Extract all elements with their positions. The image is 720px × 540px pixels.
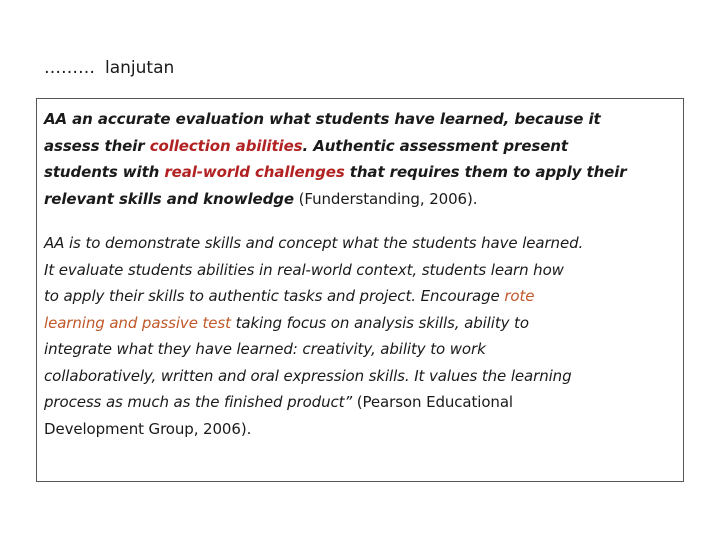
p2-citation-start: (Pearson Educational <box>352 393 514 411</box>
title-text: lanjutan <box>105 58 175 78</box>
p2-line-5: integrate what they have learned: creativity, ability to work <box>44 340 486 358</box>
p2-highlight-rote: rote <box>504 287 535 305</box>
p2-line-7 <box>44 389 683 416</box>
p2-line-1: AA is to demonstrate skills and concept what the students have learned. <box>44 234 584 252</box>
p2-line-2: It evaluate students abilities in real-world context, students learn how <box>44 260 564 279</box>
p2-highlight-passive-test: learning and passive test <box>44 313 231 332</box>
p1-line-3 <box>44 159 683 186</box>
p1-line-4 <box>44 186 683 213</box>
p1-citation: (Funderstanding, 2006). <box>293 189 478 208</box>
p2-line-6: collaboratively, written and oral expression skills. It values the learning <box>44 366 572 385</box>
p1-highlight-real-world-challenges: real-world challenges <box>164 163 345 181</box>
title-ellipsis: ……… <box>44 58 95 78</box>
p1-line-4-text: relevant skills and knowledge <box>44 189 294 208</box>
p2-line-4 <box>44 310 683 337</box>
p1-line-2-rest: . Authentic assessment present <box>302 136 568 155</box>
p2-line-3-text: to apply their skills to authentic tasks and project. Encourage <box>44 287 505 305</box>
p2-line-7-text: process as much as the finished product” <box>44 393 353 411</box>
p1-line-2 <box>44 133 683 160</box>
p1-line-2-text: assess their <box>44 136 150 155</box>
p1-line-3-text: students with <box>44 163 165 181</box>
content-box <box>36 98 684 482</box>
p1-line-3-rest: that requires them to apply their <box>344 163 627 181</box>
p2-line-4-rest: taking focus on analysis skills, ability to <box>230 313 529 332</box>
p2-line-8: Development Group, 2006). <box>44 419 252 438</box>
paragraph-1 <box>44 106 683 212</box>
paragraph-2 <box>44 230 683 442</box>
p1-line-1: AA an accurate evaluation what students have learned, because it <box>44 110 601 128</box>
slide-title <box>44 56 174 80</box>
p2-line-3 <box>44 283 683 310</box>
p1-highlight-collection-abilities: collection abilities <box>149 136 303 155</box>
